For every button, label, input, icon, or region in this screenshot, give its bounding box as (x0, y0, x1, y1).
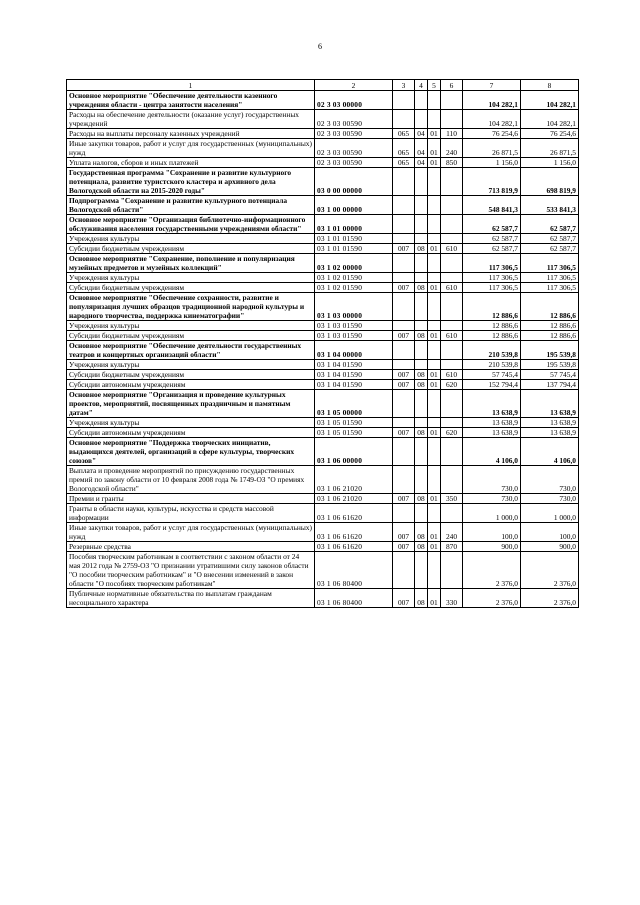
row-subsection-cell: 01 (428, 283, 441, 293)
table-row (67, 273, 579, 283)
row-amount-1-cell: 13 638,9 (463, 390, 521, 418)
row-code-cell: 03 1 06 61620 (315, 504, 393, 523)
row-amount-1-cell: 4 106,0 (463, 438, 521, 466)
row-section-cell: 08 (415, 370, 428, 380)
row-section-cell (415, 234, 428, 244)
row-name-cell: Иные закупки товаров, работ и услуг для государственных (муниципальных) нужд (67, 139, 315, 158)
row-subsection-cell: 01 (428, 129, 441, 139)
row-amount-1-cell: 117 306,5 (463, 254, 521, 273)
row-code-cell: 03 1 06 61620 (315, 542, 393, 552)
row-subsection-cell: 01 (428, 158, 441, 168)
table-row (67, 418, 579, 428)
row-expense-type-cell (441, 390, 463, 418)
row-amount-2-cell: 698 819,9 (521, 168, 579, 196)
row-amount-2-cell: 533 841,3 (521, 196, 579, 215)
row-amount-1-cell: 13 638,9 (463, 418, 521, 428)
table-row (67, 494, 579, 504)
row-subsection-cell (428, 466, 441, 494)
page-number: 6 (318, 42, 322, 51)
row-section-cell: 08 (415, 523, 428, 542)
row-expense-type-cell: 620 (441, 380, 463, 390)
row-amount-2-cell: 62 587,7 (521, 215, 579, 234)
row-amount-1-cell: 730,0 (463, 494, 521, 504)
row-code-cell: 03 1 06 00000 (315, 438, 393, 466)
table-row (67, 91, 579, 110)
row-subsection-cell (428, 234, 441, 244)
row-amount-2-cell: 4 106,0 (521, 438, 579, 466)
row-name-cell: Резервные средства (67, 542, 315, 552)
row-expense-type-cell (441, 321, 463, 331)
row-ministry-cell (393, 168, 415, 196)
row-ministry-cell (393, 552, 415, 589)
row-code-cell: 03 1 03 01590 (315, 331, 393, 341)
row-section-cell (415, 390, 428, 418)
row-section-cell: 08 (415, 542, 428, 552)
row-ministry-cell: 065 (393, 139, 415, 158)
row-amount-1-cell: 730,0 (463, 466, 521, 494)
row-name-cell: Основное мероприятие "Сохранение, пополнение и популяризация музейных предметов и музейных коллекций" (67, 254, 315, 273)
table-row (67, 504, 579, 523)
row-code-cell: 03 1 04 01590 (315, 370, 393, 380)
row-expense-type-cell (441, 438, 463, 466)
row-amount-2-cell: 1 156,0 (521, 158, 579, 168)
row-expense-type-cell: 610 (441, 244, 463, 254)
row-amount-2-cell: 117 306,5 (521, 254, 579, 273)
row-subsection-cell (428, 504, 441, 523)
row-code-cell: 03 1 05 01590 (315, 418, 393, 428)
row-ministry-cell (393, 293, 415, 321)
row-amount-2-cell: 12 886,6 (521, 293, 579, 321)
row-amount-1-cell: 117 306,5 (463, 283, 521, 293)
row-expense-type-cell: 110 (441, 129, 463, 139)
table-row (67, 438, 579, 466)
row-ministry-cell (393, 196, 415, 215)
row-expense-type-cell: 610 (441, 331, 463, 341)
row-expense-type-cell (441, 234, 463, 244)
row-expense-type-cell (441, 273, 463, 283)
row-ministry-cell: 007 (393, 283, 415, 293)
header-cell: 8 (521, 80, 579, 91)
row-name-cell: Государственная программа "Сохранение и развитие культурного потенциала, развитие туристского кластера и архивного дела Вологодской области на 2015-2020 годы" (67, 168, 315, 196)
row-subsection-cell: 01 (428, 244, 441, 254)
row-code-cell: 03 1 04 01590 (315, 360, 393, 370)
row-amount-1-cell: 713 819,9 (463, 168, 521, 196)
row-section-cell: 04 (415, 139, 428, 158)
row-name-cell: Субсидии бюджетным учреждениям (67, 244, 315, 254)
row-expense-type-cell (441, 254, 463, 273)
row-amount-2-cell: 117 306,5 (521, 283, 579, 293)
row-expense-type-cell (441, 110, 463, 129)
row-amount-2-cell: 26 871,5 (521, 139, 579, 158)
row-amount-1-cell: 12 886,6 (463, 293, 521, 321)
table-row (67, 390, 579, 418)
row-ministry-cell: 007 (393, 380, 415, 390)
row-amount-1-cell: 57 745,4 (463, 370, 521, 380)
row-name-cell: Основное мероприятие "Организация библиотечно-информационного обслуживания населения государственными учреждениями области" (67, 215, 315, 234)
row-subsection-cell (428, 273, 441, 283)
row-section-cell: 08 (415, 589, 428, 608)
row-code-cell: 03 1 02 01590 (315, 273, 393, 283)
row-amount-1-cell: 548 841,3 (463, 196, 521, 215)
row-ministry-cell (393, 215, 415, 234)
table-row (67, 110, 579, 129)
row-amount-2-cell: 62 587,7 (521, 234, 579, 244)
row-name-cell: Расходы на обеспечение деятельности (оказание услуг) государственных учреждений (67, 110, 315, 129)
row-expense-type-cell: 610 (441, 283, 463, 293)
row-ministry-cell (393, 254, 415, 273)
row-code-cell: 02 3 03 00000 (315, 91, 393, 110)
row-expense-type-cell: 330 (441, 589, 463, 608)
row-expense-type-cell: 240 (441, 523, 463, 542)
row-name-cell: Иные закупки товаров, работ и услуг для государственных (муниципальных) нужд (67, 523, 315, 542)
row-subsection-cell (428, 215, 441, 234)
row-ministry-cell (393, 360, 415, 370)
row-code-cell: 03 1 06 21020 (315, 466, 393, 494)
row-amount-2-cell: 100,0 (521, 523, 579, 542)
row-expense-type-cell (441, 196, 463, 215)
header-cell: 4 (415, 80, 428, 91)
table-row (67, 321, 579, 331)
budget-table (66, 79, 579, 608)
row-name-cell: Субсидии автономным учреждениям (67, 428, 315, 438)
row-expense-type-cell (441, 168, 463, 196)
row-amount-2-cell: 900,0 (521, 542, 579, 552)
row-amount-2-cell: 62 587,7 (521, 244, 579, 254)
row-amount-1-cell: 104 282,1 (463, 91, 521, 110)
row-amount-1-cell: 13 638,9 (463, 428, 521, 438)
row-section-cell (415, 504, 428, 523)
table-row (67, 168, 579, 196)
row-ministry-cell (393, 110, 415, 129)
table-row (67, 428, 579, 438)
row-expense-type-cell: 870 (441, 542, 463, 552)
row-expense-type-cell (441, 418, 463, 428)
row-code-cell: 03 1 05 01590 (315, 428, 393, 438)
row-code-cell: 03 1 04 01590 (315, 380, 393, 390)
row-section-cell (415, 341, 428, 360)
row-code-cell: 03 1 06 61620 (315, 523, 393, 542)
row-ministry-cell: 007 (393, 523, 415, 542)
row-code-cell: 03 1 01 01590 (315, 244, 393, 254)
row-subsection-cell: 01 (428, 380, 441, 390)
row-subsection-cell (428, 110, 441, 129)
row-subsection-cell (428, 254, 441, 273)
row-amount-2-cell: 195 539,8 (521, 360, 579, 370)
row-expense-type-cell: 240 (441, 139, 463, 158)
row-amount-1-cell: 62 587,7 (463, 244, 521, 254)
row-code-cell: 02 3 03 00590 (315, 129, 393, 139)
table-row (67, 234, 579, 244)
row-ministry-cell: 007 (393, 494, 415, 504)
row-subsection-cell (428, 91, 441, 110)
row-subsection-cell: 01 (428, 494, 441, 504)
table-row (67, 293, 579, 321)
row-subsection-cell (428, 196, 441, 215)
row-amount-2-cell: 76 254,6 (521, 129, 579, 139)
row-ministry-cell (393, 321, 415, 331)
row-name-cell: Основное мероприятие "Обеспечение деятельности государственных театров и концертных организаций области" (67, 341, 315, 360)
row-section-cell: 08 (415, 283, 428, 293)
row-amount-1-cell: 1 000,0 (463, 504, 521, 523)
row-subsection-cell (428, 418, 441, 428)
row-section-cell (415, 552, 428, 589)
row-subsection-cell: 01 (428, 139, 441, 158)
table-header-row (67, 80, 579, 91)
row-amount-2-cell: 12 886,6 (521, 321, 579, 331)
row-amount-1-cell: 62 587,7 (463, 215, 521, 234)
row-amount-2-cell: 104 282,1 (521, 110, 579, 129)
header-cell: 1 (67, 80, 315, 91)
row-section-cell (415, 438, 428, 466)
row-expense-type-cell (441, 466, 463, 494)
row-code-cell: 03 0 00 00000 (315, 168, 393, 196)
row-amount-2-cell: 730,0 (521, 494, 579, 504)
row-name-cell: Учреждения культуры (67, 234, 315, 244)
row-name-cell: Премии и гранты (67, 494, 315, 504)
row-section-cell (415, 321, 428, 331)
row-name-cell: Основное мероприятие "Обеспечение деятельности казенного учреждения области - центра занятости населения" (67, 91, 315, 110)
row-amount-1-cell: 12 886,6 (463, 331, 521, 341)
row-ministry-cell: 007 (393, 331, 415, 341)
row-code-cell: 03 1 02 00000 (315, 254, 393, 273)
header-cell: 7 (463, 80, 521, 91)
table-row (67, 360, 579, 370)
row-subsection-cell: 01 (428, 370, 441, 380)
row-amount-1-cell: 26 871,5 (463, 139, 521, 158)
table-body (67, 91, 579, 608)
row-ministry-cell (393, 273, 415, 283)
row-code-cell: 03 1 02 01590 (315, 283, 393, 293)
row-expense-type-cell (441, 215, 463, 234)
row-section-cell: 08 (415, 331, 428, 341)
row-section-cell: 08 (415, 428, 428, 438)
row-amount-1-cell: 2 376,0 (463, 589, 521, 608)
table-row (67, 254, 579, 273)
row-expense-type-cell: 610 (441, 370, 463, 380)
row-amount-2-cell: 13 638,9 (521, 418, 579, 428)
table-row (67, 331, 579, 341)
table-row (67, 552, 579, 589)
table-row (67, 139, 579, 158)
row-expense-type-cell: 850 (441, 158, 463, 168)
row-section-cell: 04 (415, 158, 428, 168)
row-subsection-cell (428, 552, 441, 589)
row-name-cell: Пособия творческим работникам в соответствии с законом области от 24 мая 2012 года № 2759-ОЗ "О признании утратившими силу законов области "О пособии творческим работникам" и "О внесении изменений в закон области "О пособиях творческим работникам" (67, 552, 315, 589)
row-amount-2-cell: 1 000,0 (521, 504, 579, 523)
row-amount-1-cell: 210 539,8 (463, 341, 521, 360)
row-ministry-cell (393, 390, 415, 418)
row-expense-type-cell (441, 341, 463, 360)
row-name-cell: Расходы на выплаты персоналу казенных учреждений (67, 129, 315, 139)
row-ministry-cell: 007 (393, 244, 415, 254)
row-section-cell: 04 (415, 129, 428, 139)
row-section-cell (415, 168, 428, 196)
row-expense-type-cell (441, 360, 463, 370)
row-section-cell (415, 466, 428, 494)
row-name-cell: Уплата налогов, сборов и иных платежей (67, 158, 315, 168)
row-ministry-cell: 065 (393, 129, 415, 139)
row-name-cell: Публичные нормативные обязательства по выплатам гражданам несоциального характера (67, 589, 315, 608)
row-subsection-cell: 01 (428, 428, 441, 438)
row-amount-1-cell: 900,0 (463, 542, 521, 552)
row-name-cell: Основное мероприятие "Организация и проведение культурных проектов, мероприятий, посвященных праздничным и памятным датам" (67, 390, 315, 418)
row-amount-2-cell: 195 539,8 (521, 341, 579, 360)
row-expense-type-cell: 620 (441, 428, 463, 438)
row-ministry-cell (393, 234, 415, 244)
table-row (67, 215, 579, 234)
row-subsection-cell: 01 (428, 589, 441, 608)
row-name-cell: Учреждения культуры (67, 418, 315, 428)
row-amount-2-cell: 2 376,0 (521, 552, 579, 589)
row-ministry-cell (393, 91, 415, 110)
row-amount-2-cell: 2 376,0 (521, 589, 579, 608)
row-amount-1-cell: 152 794,4 (463, 380, 521, 390)
row-section-cell: 08 (415, 494, 428, 504)
row-name-cell: Учреждения культуры (67, 273, 315, 283)
row-subsection-cell (428, 341, 441, 360)
row-code-cell: 02 3 03 00590 (315, 139, 393, 158)
row-ministry-cell (393, 466, 415, 494)
table-row (67, 380, 579, 390)
row-amount-1-cell: 210 539,8 (463, 360, 521, 370)
row-ministry-cell: 007 (393, 589, 415, 608)
row-ministry-cell: 007 (393, 428, 415, 438)
row-code-cell: 03 1 03 01590 (315, 321, 393, 331)
row-name-cell: Учреждения культуры (67, 321, 315, 331)
header-cell: 3 (393, 80, 415, 91)
row-section-cell (415, 273, 428, 283)
row-amount-2-cell: 13 638,9 (521, 390, 579, 418)
row-amount-2-cell: 57 745,4 (521, 370, 579, 380)
table-row (67, 283, 579, 293)
row-expense-type-cell (441, 293, 463, 321)
row-code-cell: 03 1 01 00000 (315, 215, 393, 234)
table-row (67, 129, 579, 139)
row-amount-1-cell: 117 306,5 (463, 273, 521, 283)
row-section-cell (415, 418, 428, 428)
row-section-cell (415, 293, 428, 321)
row-subsection-cell (428, 438, 441, 466)
row-expense-type-cell (441, 504, 463, 523)
row-ministry-cell (393, 341, 415, 360)
row-amount-1-cell: 62 587,7 (463, 234, 521, 244)
row-amount-1-cell: 2 376,0 (463, 552, 521, 589)
row-code-cell: 03 1 03 00000 (315, 293, 393, 321)
row-ministry-cell (393, 504, 415, 523)
row-amount-1-cell: 104 282,1 (463, 110, 521, 129)
row-name-cell: Субсидии бюджетным учреждениям (67, 370, 315, 380)
row-ministry-cell (393, 438, 415, 466)
row-section-cell: 08 (415, 380, 428, 390)
table-row (67, 158, 579, 168)
row-subsection-cell: 01 (428, 542, 441, 552)
row-section-cell (415, 360, 428, 370)
row-section-cell (415, 110, 428, 129)
row-ministry-cell (393, 418, 415, 428)
row-amount-1-cell: 76 254,6 (463, 129, 521, 139)
row-expense-type-cell (441, 91, 463, 110)
row-amount-2-cell: 13 638,9 (521, 428, 579, 438)
table-row (67, 589, 579, 608)
header-cell: 6 (441, 80, 463, 91)
row-amount-2-cell: 12 886,6 (521, 331, 579, 341)
row-amount-1-cell: 12 886,6 (463, 321, 521, 331)
row-amount-1-cell: 100,0 (463, 523, 521, 542)
row-expense-type-cell: 350 (441, 494, 463, 504)
row-code-cell: 03 1 04 00000 (315, 341, 393, 360)
table-row (67, 341, 579, 360)
table-row (67, 370, 579, 380)
row-ministry-cell: 065 (393, 158, 415, 168)
row-section-cell (415, 91, 428, 110)
row-subsection-cell: 01 (428, 331, 441, 341)
row-name-cell: Учреждения культуры (67, 360, 315, 370)
row-section-cell: 08 (415, 244, 428, 254)
row-code-cell: 03 1 06 80400 (315, 552, 393, 589)
row-code-cell: 03 1 06 21020 (315, 494, 393, 504)
row-name-cell: Субсидии автономным учреждениям (67, 380, 315, 390)
row-section-cell (415, 196, 428, 215)
table-row (67, 466, 579, 494)
row-subsection-cell (428, 168, 441, 196)
row-code-cell: 03 1 06 80400 (315, 589, 393, 608)
header-cell: 2 (315, 80, 393, 91)
row-name-cell: Выплата и проведение мероприятий по присуждению государственных премий по закону области от 10 февраля 2008 года № 1749-ОЗ "О премиях Вологодской области" (67, 466, 315, 494)
row-code-cell: 02 3 03 00590 (315, 110, 393, 129)
row-amount-2-cell: 730,0 (521, 466, 579, 494)
row-name-cell: Подпрограмма "Сохранение и развитие культурного потенциала Вологодской области" (67, 196, 315, 215)
row-name-cell: Основное мероприятие "Обеспечение сохранности, развитие и популяризация лучших образцов традиционной народной культуры и народного творчества, поддержка кинематографии" (67, 293, 315, 321)
table-row (67, 523, 579, 542)
row-section-cell (415, 215, 428, 234)
row-amount-1-cell: 1 156,0 (463, 158, 521, 168)
row-name-cell: Субсидии бюджетным учреждениям (67, 283, 315, 293)
row-code-cell: 03 1 05 00000 (315, 390, 393, 418)
row-subsection-cell (428, 390, 441, 418)
row-subsection-cell: 01 (428, 523, 441, 542)
row-subsection-cell (428, 293, 441, 321)
row-amount-2-cell: 104 282,1 (521, 91, 579, 110)
table-row (67, 542, 579, 552)
table-row (67, 196, 579, 215)
row-ministry-cell: 007 (393, 542, 415, 552)
row-code-cell: 03 1 01 01590 (315, 234, 393, 244)
header-cell: 5 (428, 80, 441, 91)
row-expense-type-cell (441, 552, 463, 589)
row-name-cell: Основное мероприятие "Поддержка творческих инициатив, выдающихся деятелей, организаций в сфере культуры, творческих союзов" (67, 438, 315, 466)
row-ministry-cell: 007 (393, 370, 415, 380)
row-name-cell: Субсидии бюджетным учреждениям (67, 331, 315, 341)
row-amount-2-cell: 117 306,5 (521, 273, 579, 283)
row-section-cell (415, 254, 428, 273)
row-code-cell: 02 3 03 00590 (315, 158, 393, 168)
row-amount-2-cell: 137 794,4 (521, 380, 579, 390)
row-code-cell: 03 1 00 00000 (315, 196, 393, 215)
row-subsection-cell (428, 360, 441, 370)
row-subsection-cell (428, 321, 441, 331)
row-name-cell: Гранты в области науки, культуры, искусства и средств массовой информации (67, 504, 315, 523)
table-row (67, 244, 579, 254)
